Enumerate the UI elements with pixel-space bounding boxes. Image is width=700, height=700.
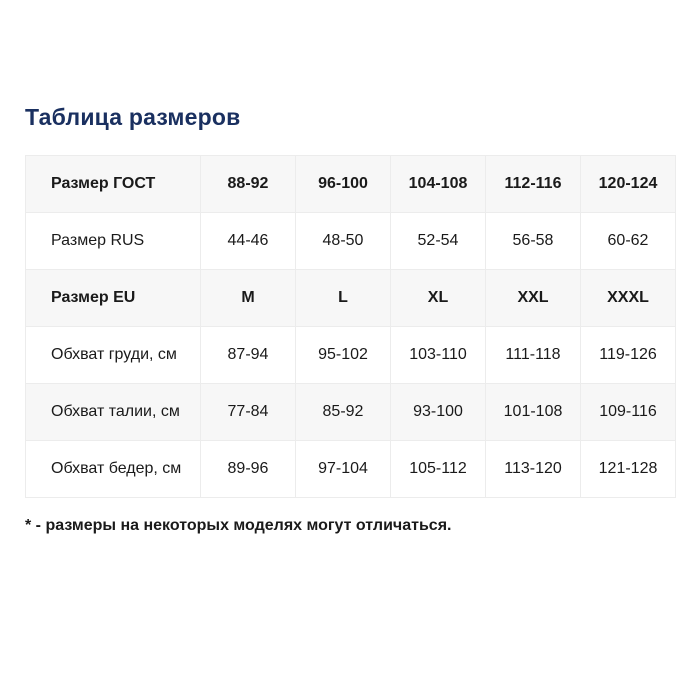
table-row-hips [26,441,676,498]
row-label: Обхват талии, см [26,384,201,441]
size-cell: 52-54 [391,213,486,270]
size-cell: 119-126 [581,327,676,384]
size-cell: 48-50 [296,213,391,270]
table-row-rus [26,213,676,270]
row-label: Обхват бедер, см [26,441,201,498]
page-title: Таблица размеров [25,104,241,130]
size-cell: 85-92 [296,384,391,441]
size-cell: 44-46 [201,213,296,270]
size-cell: L [296,270,391,327]
row-label: Размер RUS [26,213,201,270]
size-chart-content [25,104,675,535]
size-cell: 96-100 [296,156,391,213]
size-cell: XL [391,270,486,327]
size-cell: 113-120 [486,441,581,498]
size-cell: 89-96 [201,441,296,498]
size-cell: 121-128 [581,441,676,498]
size-cell: 120-124 [581,156,676,213]
size-cell: 77-84 [201,384,296,441]
size-cell: M [201,270,296,327]
size-cell: 97-104 [296,441,391,498]
size-cell: 109-116 [581,384,676,441]
size-cell: 101-108 [486,384,581,441]
size-cell: 104-108 [391,156,486,213]
table-row-gost [26,156,676,213]
row-label: Размер EU [26,270,201,327]
table-row-waist [26,384,676,441]
table-row-chest [26,327,676,384]
row-label: Обхват груди, см [26,327,201,384]
size-cell: 103-110 [391,327,486,384]
size-cell: 60-62 [581,213,676,270]
size-cell: 87-94 [201,327,296,384]
size-disclaimer: * - размеры на некоторых моделях могут отличаться. [25,517,452,534]
size-cell: 105-112 [391,441,486,498]
size-cell: XXL [486,270,581,327]
size-cell: 112-116 [486,156,581,213]
size-cell: 88-92 [201,156,296,213]
table-row-eu [26,270,676,327]
size-table [25,155,676,498]
size-cell: XXXL [581,270,676,327]
size-cell: 95-102 [296,327,391,384]
size-cell: 56-58 [486,213,581,270]
size-cell: 93-100 [391,384,486,441]
size-cell: 111-118 [486,327,581,384]
row-label: Размер ГОСТ [26,156,201,213]
